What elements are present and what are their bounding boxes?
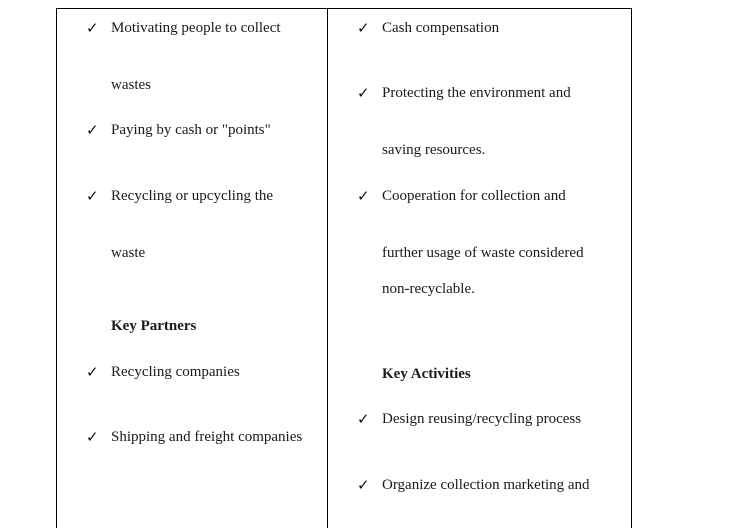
checkmark-icon: ✓ — [357, 84, 370, 102]
list-item-text: Shipping and freight companies — [111, 429, 303, 445]
list-item-text: waste — [111, 245, 146, 261]
list-item-text: wastes — [111, 77, 151, 93]
checkmark-icon: ✓ — [86, 428, 99, 446]
list-item-text: further usage of waste considered — [382, 245, 584, 261]
column-divider — [327, 8, 328, 528]
checkmark-icon: ✓ — [86, 19, 99, 37]
list-item-text: Recycling companies — [111, 364, 240, 380]
list-item-text: Cooperation for collection and — [382, 188, 566, 204]
list-item-text: non-recyclable. — [382, 281, 475, 297]
list-item-text: Protecting the environment and — [382, 85, 571, 101]
list-item-text: Paying by cash or "points" — [111, 122, 271, 138]
checkmark-icon: ✓ — [86, 363, 99, 381]
checkmark-icon: ✓ — [357, 19, 370, 37]
list-item-text: Recycling or upcycling the — [111, 188, 274, 204]
list-item-text: saving resources. — [382, 142, 486, 158]
checkmark-icon: ✓ — [357, 476, 370, 494]
list-item-text: Motivating people to collect — [111, 20, 281, 36]
section-heading-key-partners: Key Partners — [111, 318, 197, 334]
section-heading-key-activities: Key Activities — [382, 366, 471, 382]
checkmark-icon: ✓ — [86, 121, 99, 139]
list-item-text: Cash compensation — [382, 20, 500, 36]
checkmark-icon: ✓ — [357, 187, 370, 205]
list-item-text: Organize collection marketing and — [382, 477, 590, 493]
list-item-text: Design reusing/recycling process — [382, 411, 582, 427]
checkmark-icon: ✓ — [357, 410, 370, 428]
checkmark-icon: ✓ — [86, 187, 99, 205]
